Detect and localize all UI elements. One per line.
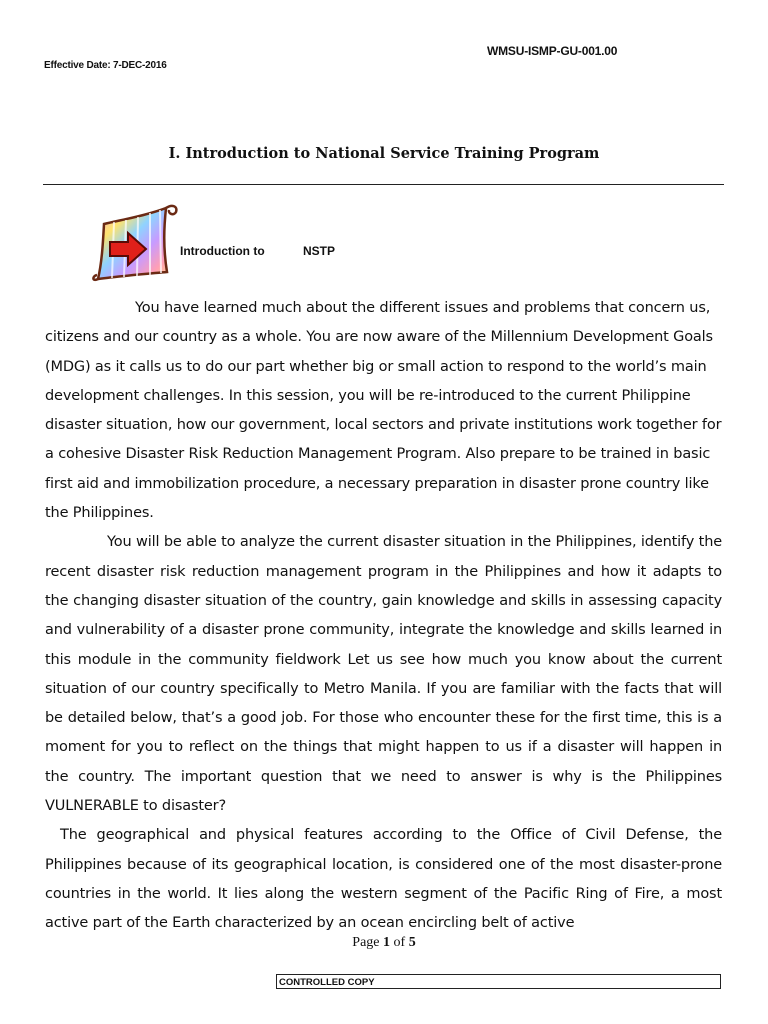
effective-date: Effective Date: 7-DEC-2016 <box>44 60 167 71</box>
document-code: WMSU-ISMP-GU-001.00 <box>487 44 618 58</box>
page-number: 1 <box>383 935 391 950</box>
intro-label-nstp: NSTP <box>303 244 336 258</box>
page-total: 5 <box>408 935 416 950</box>
paragraph: The geographical and physical features according to the Office of Civil Defense, the Philippines because of its geographical location, is considered one of the most disaster-prone countries in the world. It lies along the western segment of the Pacific Ring of Fire, a most active part of the Earth characterized by an ocean encircling belt of active <box>45 827 722 932</box>
paragraph: You have learned much about the different issues and problems that concern us, citizens and our country as a whole. You are now aware of the Millennium Development Goals (MDG) as it calls us to do our part whether big or small action to respond to the world’s main development challenges. In this session, you will be re-introduced to the current Philippine disaster situation, how our government, local sectors and private institutions work together for a cohesive Disaster Risk Reduction Management Program. Also prepare to be trained in basic first aid and immobilization procedure, a necessary preparation in disaster prone country like the Philippines. <box>45 300 722 522</box>
intro-label: Introduction to <box>180 244 265 258</box>
page-word: Page <box>352 935 380 950</box>
title-divider <box>43 184 724 185</box>
page-indicator <box>0 935 768 951</box>
paragraph: You will be able to analyze the current disaster situation in the Philippines, identify the recent disaster risk reduction management program in the Philippines and how it adapts to the changing disaster situation of the country, gain knowledge and skills in assessing capacity and vulnerability of a disaster prone community, integrate the knowledge and skills learned in this module in the community fieldwork Let us see how much you know about the current situation of our country specifically to Metro Manila. If you are familiar with the facts that will be detailed below, that’s a good job. For those who encounter these for the first time, this is a moment for you to reflect on the things that might happen to us if a disaster will happen in the country. The important question that we need to answer is why is the Philippines VULNERABLE to disaster? <box>45 534 722 815</box>
body-text <box>45 294 722 939</box>
scroll-arrow-icon <box>90 202 180 284</box>
of-word: of <box>393 935 406 950</box>
controlled-copy-box: CONTROLLED COPY <box>276 974 721 989</box>
page-title: I. Introduction to National Service Training Program <box>168 145 600 162</box>
